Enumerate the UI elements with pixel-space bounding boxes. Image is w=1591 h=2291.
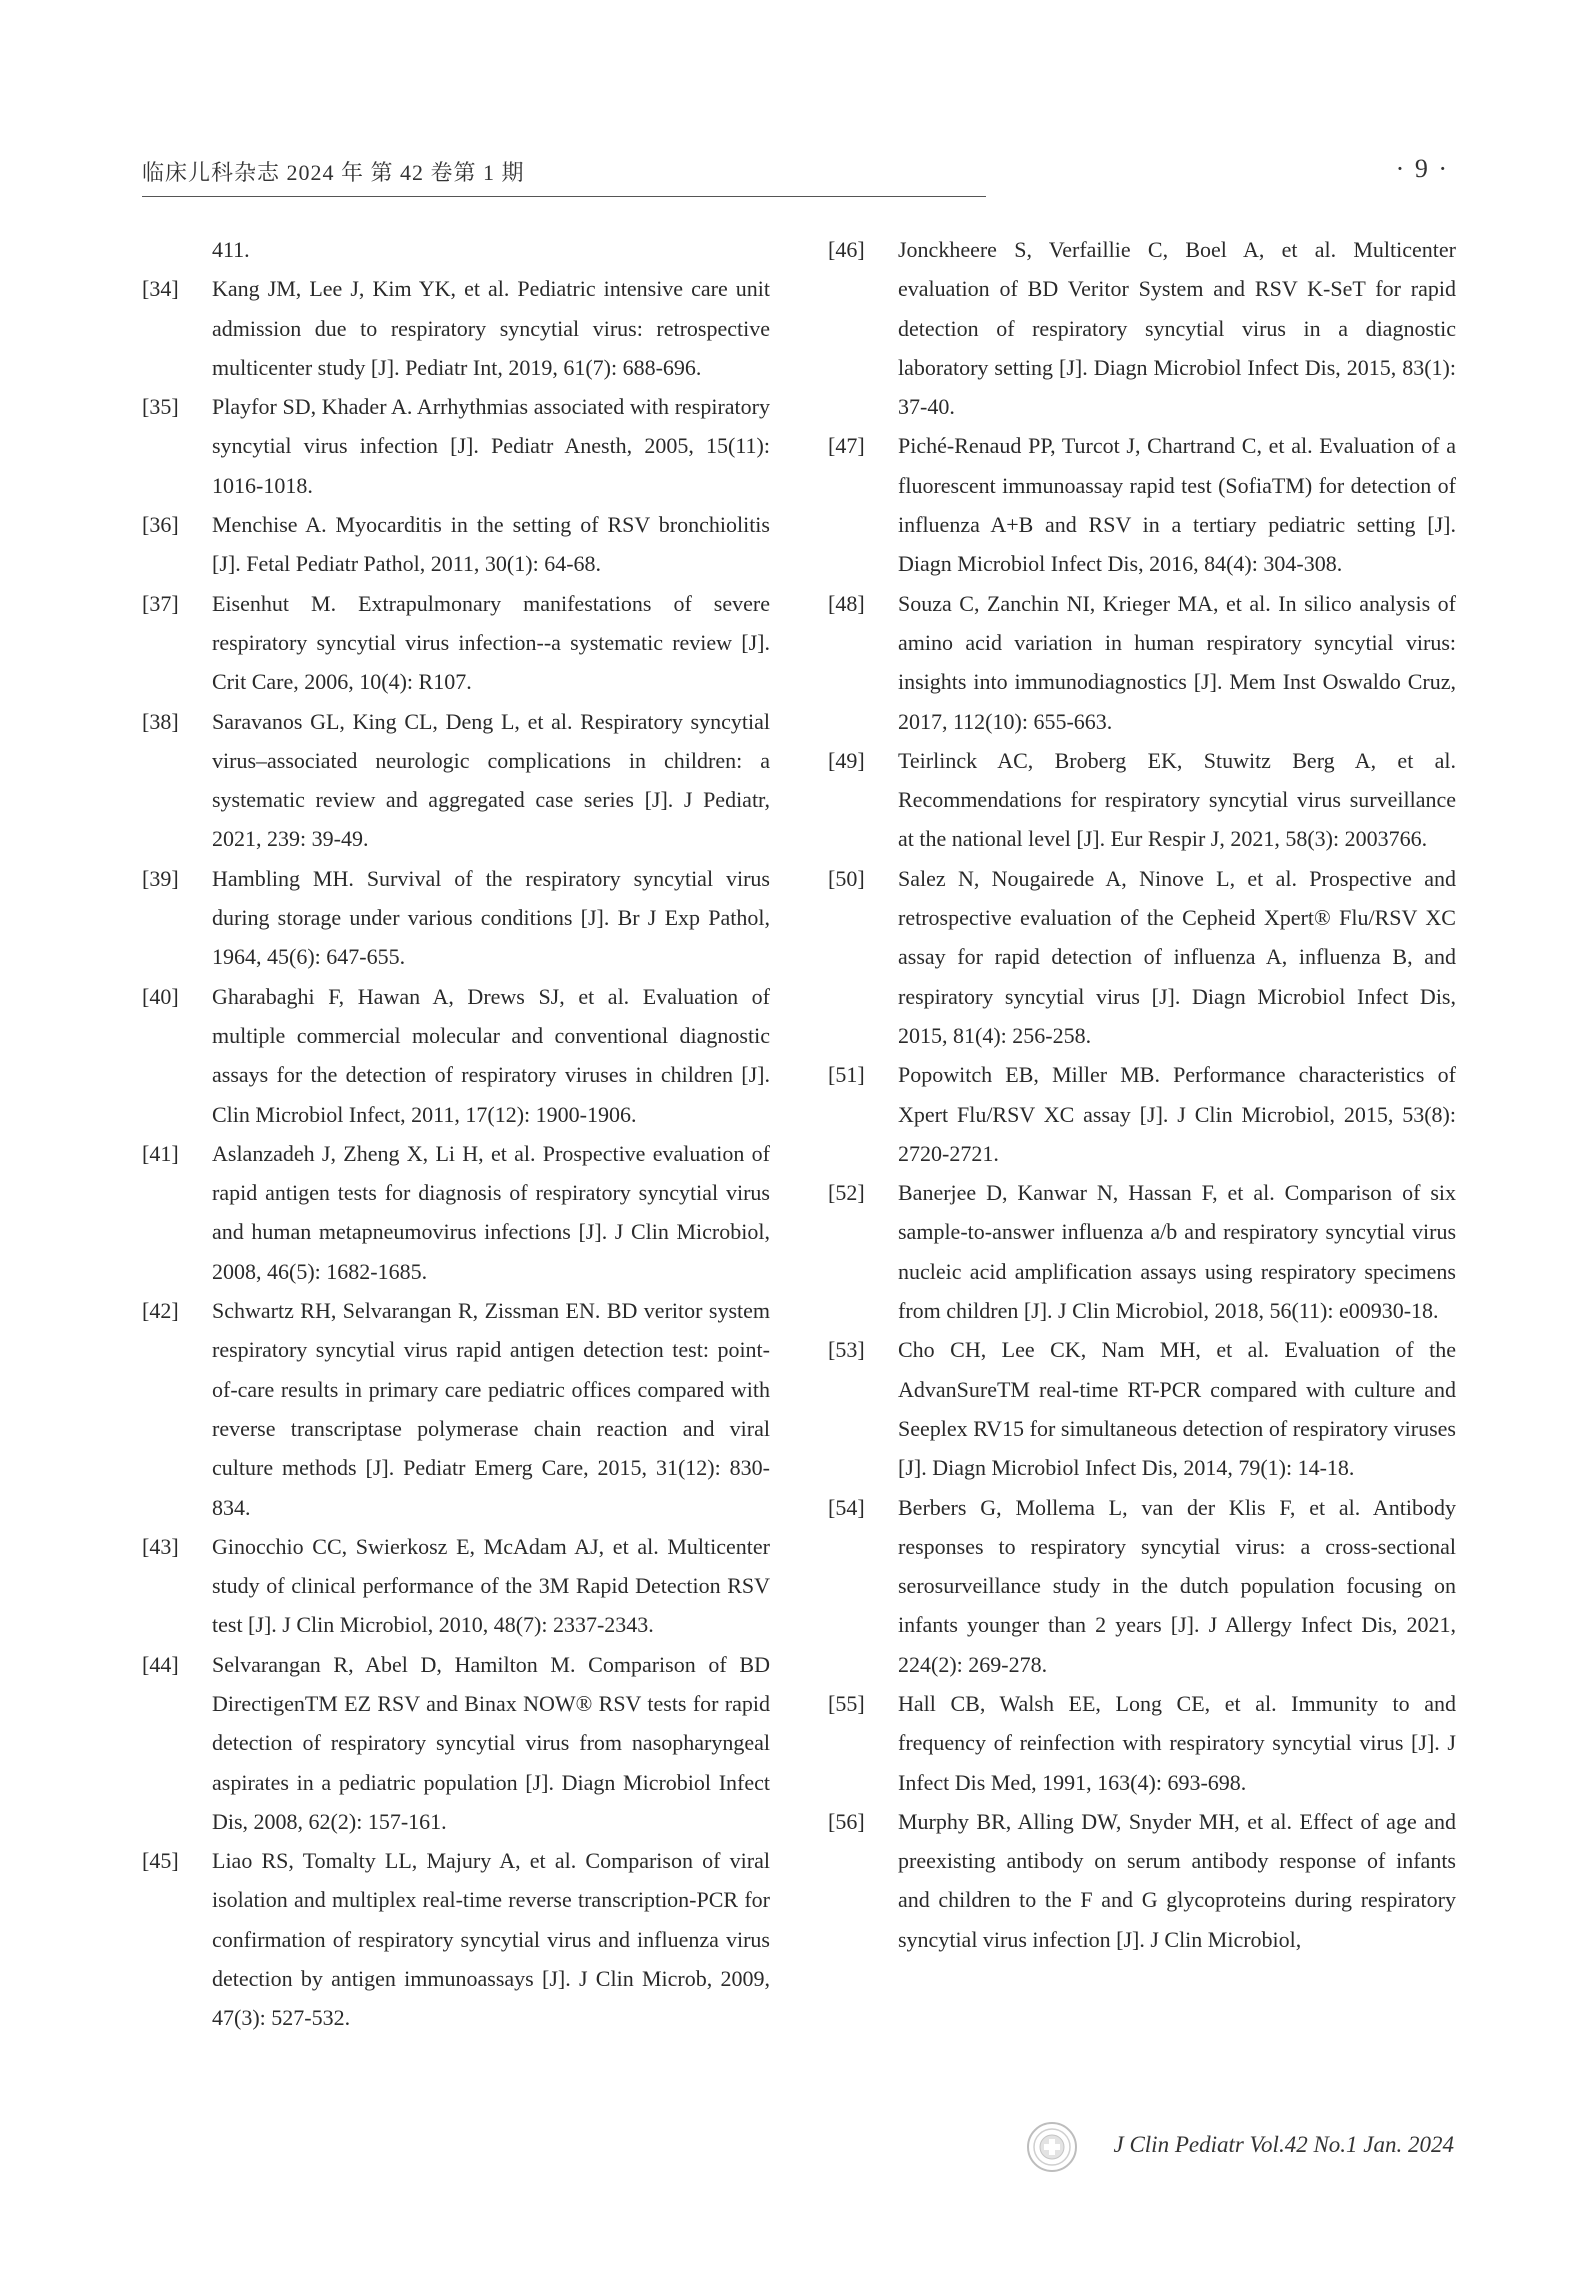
reference-text: Aslanzadeh J, Zheng X, Li H, et al. Prospective evaluation of rapid antigen tests for diagnosis of respiratory syncytial virus and human metapneumovirus infections [J]. J Clin Microbiol, 2008, 46(5): 1682-1685. bbox=[212, 1140, 770, 1284]
footer-journal-citation: J Clin Pediatr Vol.42 No.1 Jan. 2024 bbox=[1113, 2132, 1454, 2157]
reference-number: [34] bbox=[142, 276, 179, 302]
reference-entry bbox=[142, 1291, 770, 1527]
reference-text: Liao RS, Tomalty LL, Majury A, et al. Comparison of viral isolation and multiplex real-time reverse transcription-PCR for confirmation of respiratory syncytial virus and influenza virus detection by antigen immunoassays [J]. J Clin Microb, 2009, 47(3): 527-532. bbox=[212, 1848, 770, 2031]
reference-entry bbox=[142, 859, 770, 977]
reference-entry bbox=[142, 702, 770, 859]
reference-text: Hall CB, Walsh EE, Long CE, et al. Immunity to and frequency of reinfection with respiratory syncytial virus [J]. J Infect Dis Med, 1991, 163(4): 693-698. bbox=[898, 1690, 1456, 1795]
reference-entry bbox=[142, 1527, 770, 1645]
reference-number: [47] bbox=[828, 433, 865, 459]
reference-entry bbox=[142, 1841, 770, 2037]
reference-entry bbox=[828, 1802, 1456, 1959]
reference-entry bbox=[828, 1684, 1456, 1802]
reference-text: Cho CH, Lee CK, Nam MH, et al. Evaluation of the AdvanSureTM real-time RT-PCR compared with culture and Seeplex RV15 for simultaneous detection of respiratory viruses [J]. Diagn Microbiol Infect Dis, 2014, 79(1): 14-18. bbox=[898, 1337, 1456, 1481]
reference-entry bbox=[142, 584, 770, 702]
reference-text: Souza C, Zanchin NI, Krieger MA, et al. In silico analysis of amino acid variation in human respiratory syncytial virus: insights into immunodiagnostics [J]. Mem Inst Oswaldo Cruz, 2017, 112(10): 655-663. bbox=[898, 590, 1456, 734]
reference-entry bbox=[828, 1173, 1456, 1330]
reference-entry bbox=[142, 387, 770, 505]
reference-number: [40] bbox=[142, 983, 179, 1009]
reference-text: Salez N, Nougairede A, Ninove L, et al. Prospective and retrospective evaluation of the Cepheid Xpert® Flu/RSV XC assay for rapid detection of influenza A, influenza B, and respiratory syncytial virus [J]. Diagn Microbiol Infect Dis, 2015, 81(4): 256-258. bbox=[898, 865, 1456, 1048]
reference-entry bbox=[828, 741, 1456, 859]
reference-number: [35] bbox=[142, 394, 179, 420]
reference-number: [43] bbox=[142, 1533, 179, 1559]
reference-text: Popowitch EB, Miller MB. Performance characteristics of Xpert Flu/RSV XC assay [J]. J Clin Microbiol, 2015, 53(8): 2720-2721. bbox=[898, 1062, 1456, 1166]
reference-number: [50] bbox=[828, 865, 865, 891]
reference-text: Banerjee D, Kanwar N, Hassan F, et al. Comparison of six sample-to-answer influenza a/b and respiratory syncytial virus nucleic acid amplification assays using respiratory specimens from children [J]. J Clin Microbiol, 2018, 56(11): e00930-18. bbox=[898, 1180, 1456, 1324]
reference-entry bbox=[142, 505, 770, 584]
reference-number: [56] bbox=[828, 1808, 865, 1834]
reference-list-left bbox=[142, 269, 770, 2037]
reference-number: [37] bbox=[142, 590, 179, 616]
reference-entry bbox=[828, 230, 1456, 426]
reference-text: Playfor SD, Khader A. Arrhythmias associated with respiratory syncytial virus infection [J]. Pediatr Anesth, 2005, 15(11): 1016-1018. bbox=[212, 394, 770, 498]
reference-text: Kang JM, Lee J, Kim YK, et al. Pediatric intensive care unit admission due to respiratory syncytial virus: retrospective multicenter study [J]. Pediatr Int, 2019, 61(7): 688-696. bbox=[212, 276, 770, 380]
reference-entry bbox=[142, 1645, 770, 1841]
reference-number: [54] bbox=[828, 1494, 865, 1520]
reference-number: [52] bbox=[828, 1180, 865, 1206]
reference-text: Jonckheere S, Verfaillie C, Boel A, et al. Multicenter evaluation of BD Veritor System and RSV K-SeT for rapid detection of respiratory syncytial virus in a diagnostic laboratory setting [J]. Diagn Microbiol Infect Dis, 2015, 83(1): 37-40. bbox=[898, 237, 1456, 420]
reference-number: [46] bbox=[828, 237, 865, 262]
reference-text: Saravanos GL, King CL, Deng L, et al. Respiratory syncytial virus–associated neurologic complications in children: a systematic review and aggregated case series [J]. J Pediatr, 2021, 239: 39-49. bbox=[212, 708, 770, 852]
reference-continuation: 411. bbox=[212, 237, 250, 262]
reference-number: [49] bbox=[828, 747, 865, 773]
reference-text: Teirlinck AC, Broberg EK, Stuwitz Berg A, et al. Recommendations for respiratory syncytial virus surveillance at the national level [J]. Eur Respir J, 2021, 58(3): 2003766. bbox=[898, 747, 1456, 852]
reference-entry bbox=[142, 977, 770, 1134]
journal-seal-icon bbox=[1026, 2121, 1078, 2173]
reference-list-right bbox=[828, 230, 1456, 1959]
reference-number: [42] bbox=[142, 1298, 179, 1324]
reference-text: Selvarangan R, Abel D, Hamilton M. Comparison of BD DirectigenTM EZ RSV and Binax NOW® RSV tests for rapid detection of respiratory syncytial virus from nasopharyngeal aspirates in a pediatric population [J]. Diagn Microbiol Infect Dis, 2008, 62(2): 157-161. bbox=[212, 1651, 770, 1834]
reference-number: [41] bbox=[142, 1140, 179, 1166]
reference-text: Schwartz RH, Selvarangan R, Zissman EN. BD veritor system respiratory syncytial virus rapid antigen detection test: point-of-care results in primary care pediatric offices compared with reverse transcriptase polymerase chain reaction and viral culture methods [J]. Pediatr Emerg Care, 2015, 31(12): 830-834. bbox=[212, 1298, 770, 1520]
reference-text: Hambling MH. Survival of the respiratory syncytial virus during storage under various conditions [J]. Br J Exp Pathol, 1964, 45(6): 647-655. bbox=[212, 865, 770, 970]
reference-number: [36] bbox=[142, 512, 179, 538]
reference-text: Menchise A. Myocarditis in the setting of RSV bronchiolitis [J]. Fetal Pediatr Pathol, 2011, 30(1): 64-68. bbox=[212, 512, 770, 577]
reference-column-left bbox=[142, 230, 770, 2038]
reference-entry bbox=[142, 1134, 770, 1291]
running-header: 临床儿科杂志 2024 年 第 42 卷第 1 期 bbox=[142, 160, 525, 185]
reference-number: [44] bbox=[142, 1651, 179, 1677]
reference-entry bbox=[828, 1055, 1456, 1173]
reference-number: [51] bbox=[828, 1062, 865, 1088]
reference-column-right bbox=[828, 230, 1456, 1959]
reference-text: Gharabaghi F, Hawan A, Drews SJ, et al. Evaluation of multiple commercial molecular and conventional diagnostic assays for the detection of respiratory viruses in children [J]. Clin Microbiol Infect, 2011, 17(12): 1900-1906. bbox=[212, 983, 770, 1127]
reference-text: Ginocchio CC, Swierkosz E, McAdam AJ, et al. Multicenter study of clinical performance of the 3M Rapid Detection RSV test [J]. J Clin Microbiol, 2010, 48(7): 2337-2343. bbox=[212, 1533, 770, 1638]
reference-text: Murphy BR, Alling DW, Snyder MH, et al. Effect of age and preexisting antibody on serum antibody response of infants and children to the F and G glycoproteins during respiratory syncytial virus infection [J]. J Clin Microbiol, bbox=[898, 1808, 1456, 1952]
reference-number: [53] bbox=[828, 1337, 865, 1363]
reference-entry bbox=[828, 584, 1456, 741]
reference-number: [45] bbox=[142, 1848, 179, 1874]
reference-entry bbox=[142, 269, 770, 387]
reference-entry bbox=[828, 426, 1456, 583]
reference-number: [39] bbox=[142, 865, 179, 891]
reference-text: Piché-Renaud PP, Turcot J, Chartrand C, et al. Evaluation of a fluorescent immunoassay rapid test (SofiaTM) for detection of influenza A+B and RSV in a tertiary pediatric setting [J]. Diagn Microbiol Infect Dis, 2016, 84(4): 304-308. bbox=[898, 433, 1456, 577]
reference-number: [48] bbox=[828, 590, 865, 616]
reference-text: Berbers G, Mollema L, van der Klis F, et al. Antibody responses to respiratory syncytial virus: a cross-sectional serosurveillance study in the dutch population focusing on infants younger than 2 years [J]. J Allergy Infect Dis, 2021, 224(2): 269-278. bbox=[898, 1494, 1456, 1677]
page-number: · 9 · bbox=[1395, 154, 1449, 183]
reference-entry bbox=[828, 859, 1456, 1055]
header-rule bbox=[142, 196, 986, 197]
reference-number: [55] bbox=[828, 1690, 865, 1716]
reference-entry bbox=[828, 1488, 1456, 1684]
reference-entry bbox=[828, 1330, 1456, 1487]
reference-text: Eisenhut M. Extrapulmonary manifestations of severe respiratory syncytial virus infection--a systematic review [J]. Crit Care, 2006, 10(4): R107. bbox=[212, 590, 770, 695]
reference-number: [38] bbox=[142, 708, 179, 734]
